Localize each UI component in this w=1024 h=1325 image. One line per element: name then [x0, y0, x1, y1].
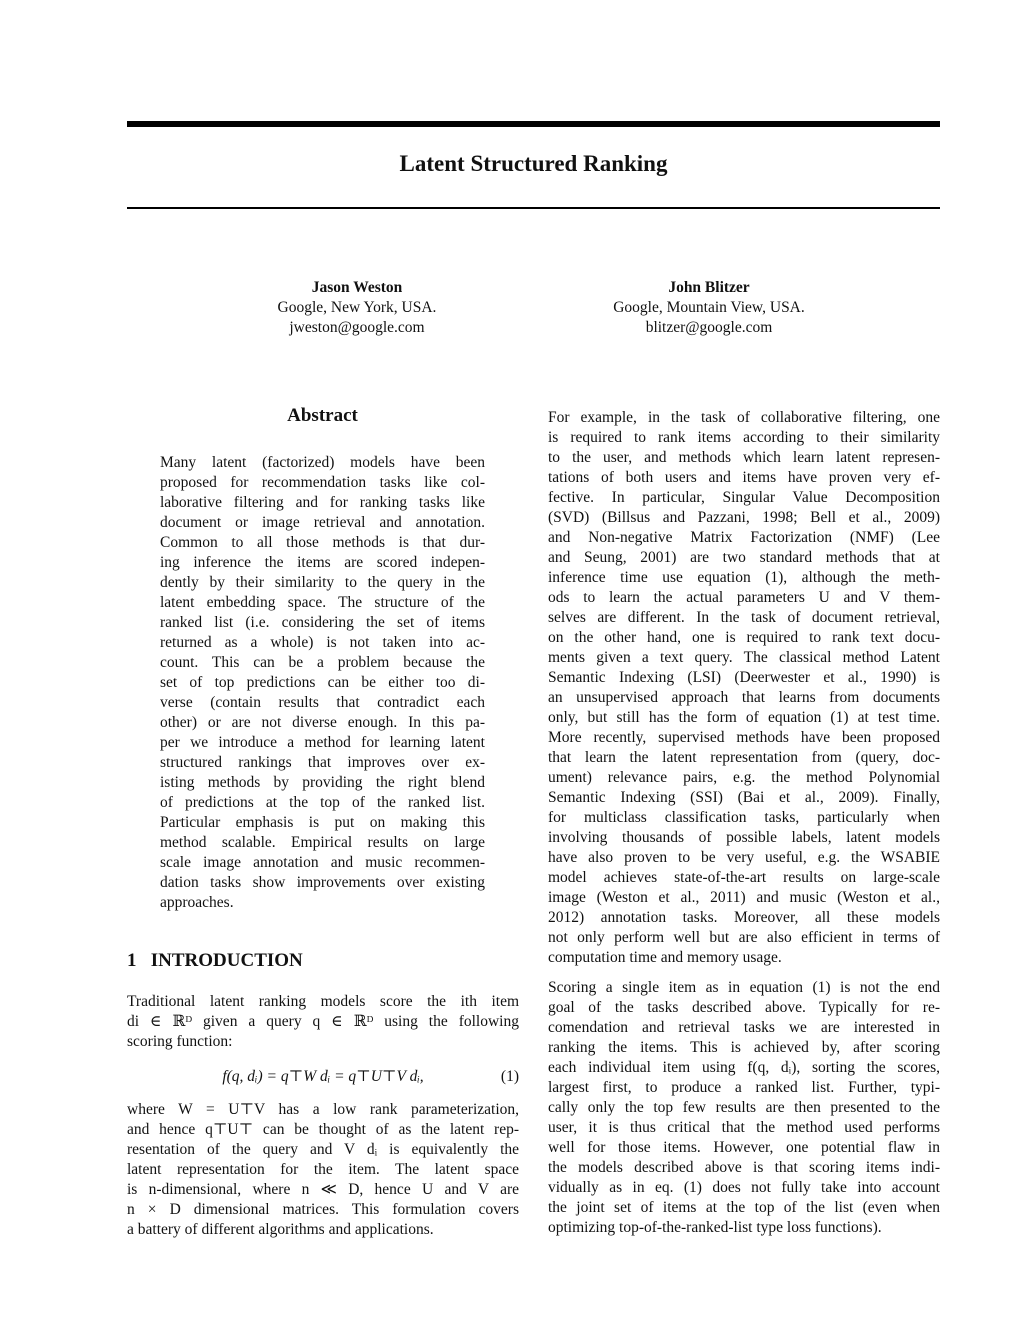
author-block — [207, 278, 507, 338]
text-line: dation tasks show improvements over existing — [160, 874, 485, 891]
text-line: returned as a whole) is not taken into ac- — [160, 634, 485, 651]
text-line: where W = U⊤V has a low rank parameterization, — [127, 1101, 519, 1118]
text-line: fective. In particular, Singular Value Decomposition — [548, 489, 940, 506]
text-line: set of top predictions can be either too di- — [160, 674, 485, 691]
text-line: not only perform well but are also efficient in terms of — [548, 929, 940, 946]
text-line: have also proven to be very useful, e.g. the WSABIE — [548, 849, 940, 866]
intro-paragraph — [127, 992, 519, 1052]
text-line: and Non-negative Matrix Factorization (NMF) (Lee — [548, 529, 940, 546]
title-bottom-rule — [127, 207, 940, 209]
author-name: John Blitzer — [668, 279, 750, 296]
section-heading-introduction: 1 INTRODUCTION — [127, 950, 303, 971]
text-line: cally only the top few results are then presented to the — [548, 1099, 940, 1116]
text-line: and hence q⊤U⊤ can be thought of as the latent rep- — [127, 1121, 519, 1138]
text-line: an unsupervised approach that learns from documents — [548, 689, 940, 706]
text-line: only, but still has the form of equation (1) at test time. — [548, 709, 940, 726]
text-line: Semantic Indexing (SSI) (Bai et al., 2009). Finally, — [548, 789, 940, 806]
text-line: well for those items. However, one potential flaw in — [548, 1139, 940, 1156]
intro-paragraph — [127, 1100, 519, 1240]
text-line: latent embedding space. The structure of the — [160, 594, 485, 611]
author-name: Jason Weston — [311, 279, 403, 296]
text-line: For example, in the task of collaborative filtering, one — [548, 409, 940, 426]
text-line: di ∈ ℝᴰ given a query q ∈ ℝᴰ using the following — [127, 1013, 519, 1030]
equation-number: (1) — [500, 1068, 519, 1085]
author-affiliation: Google, Mountain View, USA. — [613, 299, 805, 316]
text-line: isting methods by providing the right blend — [160, 774, 485, 791]
text-line: ranking the items. This is achieved by, after scoring — [548, 1039, 940, 1056]
text-line: a battery of different algorithms and applications. — [127, 1221, 434, 1238]
author-affiliation: Google, New York, USA. — [277, 299, 437, 316]
text-line: per we introduce a method for learning latent — [160, 734, 485, 751]
text-line: selves are different. In the task of document retrieval, — [548, 609, 940, 626]
author-email: jweston@google.com — [289, 319, 425, 336]
text-line: for multiclass classification tasks, particularly when — [548, 809, 940, 826]
text-line: ranked list (i.e. considering the set of items — [160, 614, 485, 631]
text-line: on the other hand, one is required to rank text docu- — [548, 629, 940, 646]
abstract-heading: Abstract — [287, 405, 358, 426]
text-line: to the user, and methods which learn latent represen- — [548, 449, 940, 466]
text-line: the models described above is that scoring items indi- — [548, 1159, 940, 1176]
text-line: verse (contain results that contradict each — [160, 694, 485, 711]
text-line: goal of the tasks described above. Typically for re- — [548, 999, 940, 1016]
text-line: each individual item using f(q, dᵢ), sorting the scores, — [548, 1059, 940, 1076]
text-line: the joint set of items at the top of the list (even when — [548, 1199, 940, 1216]
right-column-paragraph — [548, 408, 940, 968]
author-block — [559, 278, 859, 338]
text-line: approaches. — [160, 894, 234, 911]
text-line: optimizing top-of-the-ranked-list type loss functions). — [548, 1219, 882, 1236]
text-line: method scalable. Empirical results on large — [160, 834, 485, 851]
text-line: More recently, supervised methods have been proposed — [548, 729, 940, 746]
text-line: scoring function: — [127, 1033, 233, 1050]
text-line: other) or are not diverse enough. In this pa- — [160, 714, 485, 731]
text-line: image (Weston et al., 2011) and music (Weston et al., — [548, 889, 940, 906]
text-line: ing inference the items are scored indepen- — [160, 554, 485, 571]
text-line: Common to all those methods is that dur- — [160, 534, 485, 551]
right-column-paragraph — [548, 978, 940, 1238]
text-line: structured rankings that improves over ex- — [160, 754, 485, 771]
paper-title: Latent Structured Ranking — [399, 151, 668, 176]
text-line: involving thousands of possible labels, latent models — [548, 829, 940, 846]
text-line: model achieves state-of-the-art results on large-scale — [548, 869, 940, 886]
text-line: laborative filtering and for ranking tasks like — [160, 494, 485, 511]
text-line: is required to rank items according to their similarity — [548, 429, 940, 446]
text-line: of predictions at the top of the ranked list. — [160, 794, 485, 811]
text-line: user, it is thus critical that the method used performs — [548, 1119, 940, 1136]
title-top-rule — [127, 121, 940, 127]
text-line: count. This can be a problem because the — [160, 654, 485, 671]
text-line: 2012) annotation tasks. Moreover, all these models — [548, 909, 940, 926]
text-line: proposed for recommendation tasks like col- — [160, 474, 485, 491]
text-line: vidually as in eq. (1) does not fully take into account — [548, 1179, 940, 1196]
text-line: ods to learn the actual parameters U and V them- — [548, 589, 940, 606]
text-line: inference time use equation (1), although the meth- — [548, 569, 940, 586]
text-line: ments given a text query. The classical method Latent — [548, 649, 940, 666]
text-line: largest first, to produce a ranked list. Further, typi- — [548, 1079, 940, 1096]
text-line: computation time and memory usage. — [548, 949, 782, 966]
equation-formula: f(q, dᵢ) = q⊤W dᵢ = q⊤U⊤V dᵢ, — [222, 1068, 424, 1085]
text-line: Traditional latent ranking models score the ith item — [127, 993, 519, 1010]
text-line: resentation of the query and V dᵢ is equivalently the — [127, 1141, 519, 1158]
text-line: scale image annotation and music recommen- — [160, 854, 485, 871]
abstract-body — [160, 453, 485, 913]
text-line: Semantic Indexing (LSI) (Deerwester et al., 1990) is — [548, 669, 940, 686]
text-line: and Seung, 2001) are two standard methods that at — [548, 549, 940, 566]
text-line: that learn the latent representation from (query, doc- — [548, 749, 940, 766]
text-line: ument) relevance pairs, e.g. the method Polynomial — [548, 769, 940, 786]
text-line: Scoring a single item as in equation (1) is not the end — [548, 979, 940, 996]
text-line: tations of both users and items have proven very ef- — [548, 469, 940, 486]
text-line: comendation and retrieval tasks we are interested in — [548, 1019, 940, 1036]
text-line: Particular emphasis is put on making this — [160, 814, 485, 831]
text-line: Many latent (factorized) models have been — [160, 454, 485, 471]
text-line: is n-dimensional, where n ≪ D, hence U and V are — [127, 1181, 519, 1198]
text-line: n × D dimensional matrices. This formulation covers — [127, 1201, 519, 1218]
text-line: dently by their similarity to the query in the — [160, 574, 485, 591]
text-line: (SVD) (Billsus and Pazzani, 1998; Bell et al., 2009) — [548, 509, 940, 526]
text-line: document or image retrieval and annotation. — [160, 514, 485, 531]
author-email: blitzer@google.com — [645, 319, 773, 336]
text-line: latent representation for the item. The latent space — [127, 1161, 519, 1178]
